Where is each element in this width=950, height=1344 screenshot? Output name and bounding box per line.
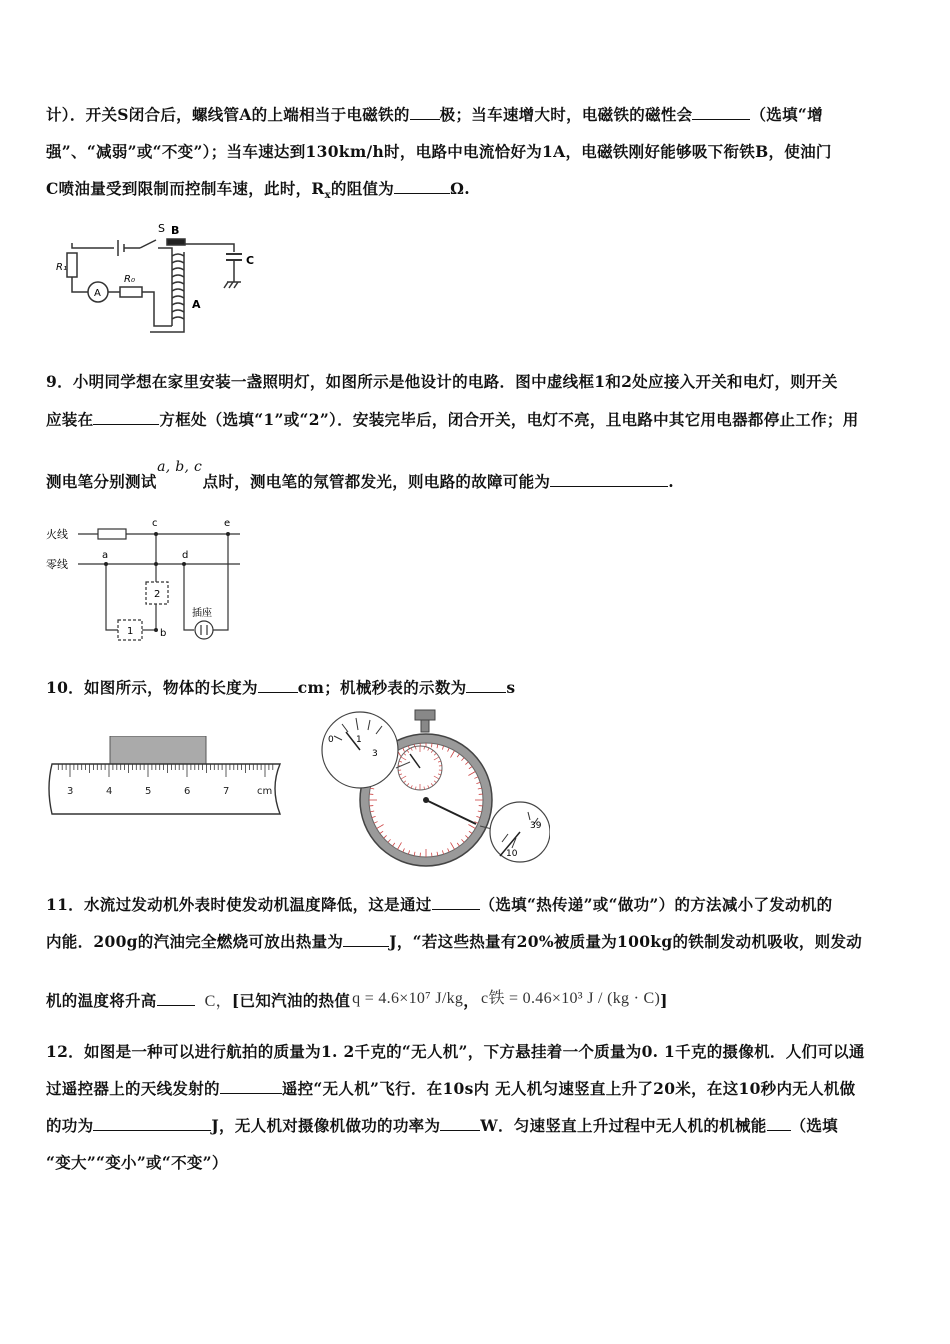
q8-blank-pole[interactable] xyxy=(410,105,440,120)
q9-text: . xyxy=(668,472,674,491)
q11-line3 xyxy=(46,988,668,1011)
q8-text: C喷油量受到限制而控制车速，此时，R xyxy=(46,179,325,198)
q9-socket-label: 插座 xyxy=(192,608,212,619)
q8-blank-resistance[interactable] xyxy=(394,179,450,194)
q12-line1: 12．如图是一种可以进行航拍的质量为1. 2千克的“无人机”，下方悬挂着一个质量为0. 1千克的摄像机．人们可以通 xyxy=(46,1042,865,1061)
q8-r0-label: R₀ xyxy=(124,274,135,285)
q10-blank-length[interactable] xyxy=(258,678,298,693)
q10-line1 xyxy=(46,676,515,698)
q10-stopwatch-figure xyxy=(320,708,550,868)
q11-blank-heat[interactable] xyxy=(343,932,389,947)
zoom-label-3: 3 xyxy=(372,749,378,759)
q9-line3 xyxy=(46,459,674,492)
q9-text: 点时，测电笔的氖管都发光，则电路的故障可能为 xyxy=(202,472,551,491)
q8-armature-label: B xyxy=(171,224,180,237)
q11-text: J，“若这些热量有20%被质量为100kg的铁制发动机吸收，则发动 xyxy=(389,932,863,951)
q10-measured-object xyxy=(110,736,206,764)
q12-text: 的功为 xyxy=(46,1116,94,1135)
q11-text: ， xyxy=(463,991,480,1010)
q8-text: Ω. xyxy=(450,179,470,198)
q11-text: 机的温度将升高 xyxy=(46,991,157,1010)
q8-circuit-figure xyxy=(44,208,264,338)
q9-point-e: e xyxy=(224,518,231,529)
q9-line2 xyxy=(46,408,859,430)
zoom-label-0: 0 xyxy=(328,735,334,745)
q12-blank-energy[interactable] xyxy=(767,1116,791,1131)
q11-blank-method[interactable] xyxy=(432,895,480,910)
q11-text: 11．水流过发动机外表时使发动机温度降低，这是通过 xyxy=(46,895,432,914)
q9-live-wire-label: 火线 xyxy=(46,528,68,541)
ruler-label-7: 7 xyxy=(223,786,230,797)
q12-text: W．匀速竖直上升过程中无人机的机械能 xyxy=(480,1116,767,1135)
ruler-label-3: 3 xyxy=(67,786,74,797)
q11-blank-temperature[interactable] xyxy=(157,991,195,1006)
q12-line2 xyxy=(46,1077,855,1099)
zoom-label-10: 10 xyxy=(506,849,518,859)
q11-formula-q: q = 4.6×10⁷ J/kg xyxy=(352,990,464,1007)
q9-line1: 9．小明同学想在家里安装一盏照明灯，如图所示是他设计的电路．图中虚线框1和2处应接入开关和电灯，则开关 xyxy=(46,372,838,391)
q10-text: s xyxy=(506,678,516,697)
q8-switch-label: S xyxy=(158,222,165,235)
zoom-label-1: 1 xyxy=(356,735,362,745)
q12-line3 xyxy=(46,1114,838,1136)
q8-valve-label: C xyxy=(246,254,255,267)
q9-text: 测电笔分别测试 xyxy=(46,472,157,491)
q8-subscript: x xyxy=(324,190,331,202)
q8-solenoid-label: A xyxy=(192,298,201,311)
q12-text: 遥控“无人机”飞行．在10s内 无人机匀速竖直上升了20米，在这10秒内无人机做 xyxy=(281,1079,856,1098)
q11-text: ] xyxy=(660,991,668,1010)
ruler-unit-label: cm xyxy=(257,786,273,797)
q8-line1 xyxy=(46,103,823,125)
q9-text: 方框处（选填“1”或“2”）．安装完毕后，闭合开关，电灯不亮，且电路中其它用电器都停止工作；用 xyxy=(159,410,859,429)
q10-blank-time[interactable] xyxy=(466,678,506,693)
q12-text: J，无人机对摄像机做功的功率为 xyxy=(211,1116,441,1135)
q9-box1-label: 1 xyxy=(127,626,134,637)
q10-text: 10．如图所示，物体的长度为 xyxy=(46,678,258,697)
q9-point-b: b xyxy=(160,628,167,639)
q9-points: a, b, c xyxy=(157,459,203,475)
ruler-label-6: 6 xyxy=(184,786,191,797)
q12-text: （选填 xyxy=(790,1116,838,1135)
ruler-label-5: 5 xyxy=(145,786,152,797)
q8-line3 xyxy=(46,177,470,201)
q9-neutral-wire-label: 零线 xyxy=(46,558,68,571)
q8-text: 计）．开关S闭合后，螺线管A的上端相当于电磁铁的 xyxy=(46,105,410,124)
q11-unit: C， xyxy=(204,993,232,1010)
q11-line1 xyxy=(46,893,832,915)
q9-text: 应装在 xyxy=(46,410,94,429)
q9-blank-box[interactable] xyxy=(93,410,159,425)
q9-point-a: a xyxy=(102,550,109,561)
q12-blank-power[interactable] xyxy=(440,1116,480,1131)
q10-ruler-figure xyxy=(44,736,290,816)
q8-text: 的阻值为 xyxy=(330,179,395,198)
q11-line2 xyxy=(46,930,862,952)
q12-blank-wave[interactable] xyxy=(220,1079,282,1094)
q11-text: 内能．200g的汽油完全燃烧可放出热量为 xyxy=(46,932,344,951)
q8-ammeter-label: A xyxy=(94,288,101,299)
q12-text: 过遥控器上的天线发射的 xyxy=(46,1079,220,1098)
q9-box2-label: 2 xyxy=(154,589,161,600)
q8-text: 极；当车速增大时，电磁铁的磁性会 xyxy=(439,105,693,124)
q8-text: （选填“增 xyxy=(750,105,823,124)
q9-blank-fault[interactable] xyxy=(550,472,668,487)
q8-blank-magnetism[interactable] xyxy=(692,105,750,120)
q12-line4: “变大”“变小”或“不变”） xyxy=(46,1153,228,1172)
q12-blank-work[interactable] xyxy=(93,1116,211,1131)
q11-formula-c: c铁 = 0.46×10³ J / (kg · C) xyxy=(481,990,661,1007)
q9-point-d: d xyxy=(182,550,189,561)
ruler-label-4: 4 xyxy=(106,786,113,797)
q10-text: cm；机械秒表的示数为 xyxy=(297,678,467,697)
q9-point-c: c xyxy=(152,518,158,529)
q9-circuit-figure xyxy=(44,512,254,642)
q11-text: [已知汽油的热值 xyxy=(231,991,351,1010)
q8-r1-label: R₁ xyxy=(56,262,67,273)
q8-line2: 强”、“减弱”或“不变”）；当车速达到130km/h时，电路中电流恰好为1A，电磁铁刚好能够吸下衔铁B，使油门 xyxy=(46,142,832,161)
zoom-label-39: 39 xyxy=(530,821,542,831)
q11-text: （选填“热传递”或“做功”）的方法减小了发动机的 xyxy=(479,895,833,914)
